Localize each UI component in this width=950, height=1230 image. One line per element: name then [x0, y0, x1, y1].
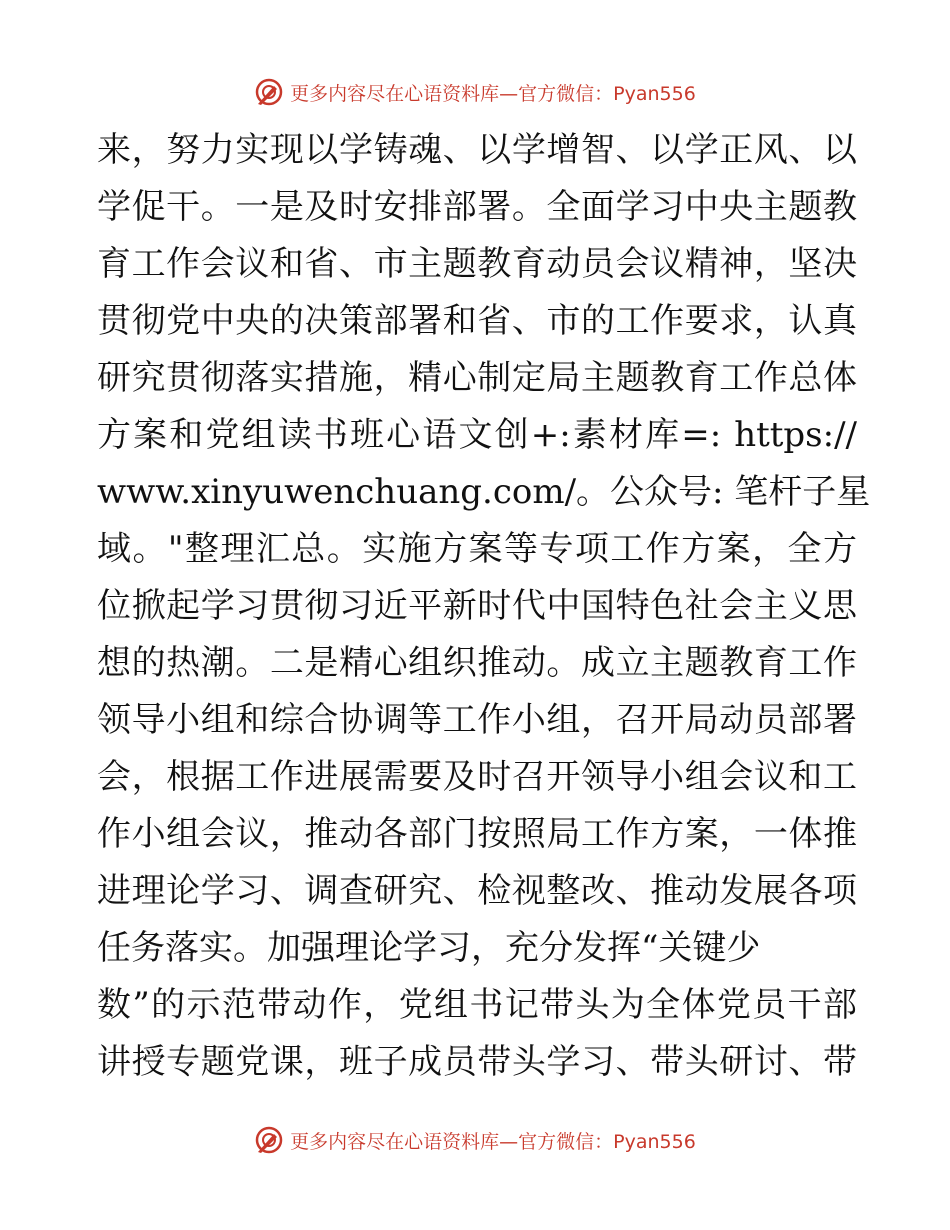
text-line: 研究贯彻落实措施，精心制定局主题教育工作总体 — [97, 358, 857, 398]
footer-banner — [0, 1120, 950, 1160]
text-line: 域。"整理汇总。实施方案等专项工作方案，全方 — [97, 529, 857, 569]
text-line: 数”的示范带动作，党组书记带头为全体党员干部 — [97, 985, 857, 1025]
pen-logo-icon — [254, 77, 284, 107]
pen-logo-icon — [254, 1125, 284, 1155]
text-line: 讲授专题党课，班子成员带头学习、带头研讨、带 — [97, 1042, 857, 1082]
document-body — [97, 122, 871, 1091]
text-line: 会，根据工作进展需要及时召开领导小组会议和工 — [97, 757, 857, 797]
text-line: 学促干。一是及时安排部署。全面学习中央主题教 — [97, 187, 857, 227]
header-banner-text: 更多内容尽在心语资料库—官方微信：Pyan556 — [290, 82, 696, 105]
text-line: 位掀起学习贯彻习近平新时代中国特色社会主义思 — [97, 586, 857, 626]
header-banner — [0, 72, 950, 112]
text-line: 想的热潮。二是精心组织推动。成立主题教育工作 — [97, 643, 857, 683]
text-line: 进理论学习、调查研究、检视整改、推动发展各项 — [97, 871, 857, 911]
text-line: 方案和党组读书班心语文创+:素材库=: https:// — [97, 415, 857, 455]
text-line: 贯彻党中央的决策部署和省、市的工作要求，认真 — [97, 301, 857, 341]
text-line: 作小组会议，推动各部门按照局工作方案，一体推 — [97, 814, 857, 854]
text-line: 任务落实。加强理论学习，充分发挥“关键少 — [97, 928, 761, 968]
text-line: 育工作会议和省、市主题教育动员会议精神，坚决 — [97, 244, 857, 284]
text-line: www.xinyuwenchuang.com/。公众号: 笔杆子星 — [97, 472, 871, 512]
footer-banner-text: 更多内容尽在心语资料库—官方微信：Pyan556 — [290, 1130, 696, 1153]
text-line: 领导小组和综合协调等工作小组，召开局动员部署 — [97, 700, 857, 740]
text-line: 来，努力实现以学铸魂、以学增智、以学正风、以 — [97, 130, 857, 170]
